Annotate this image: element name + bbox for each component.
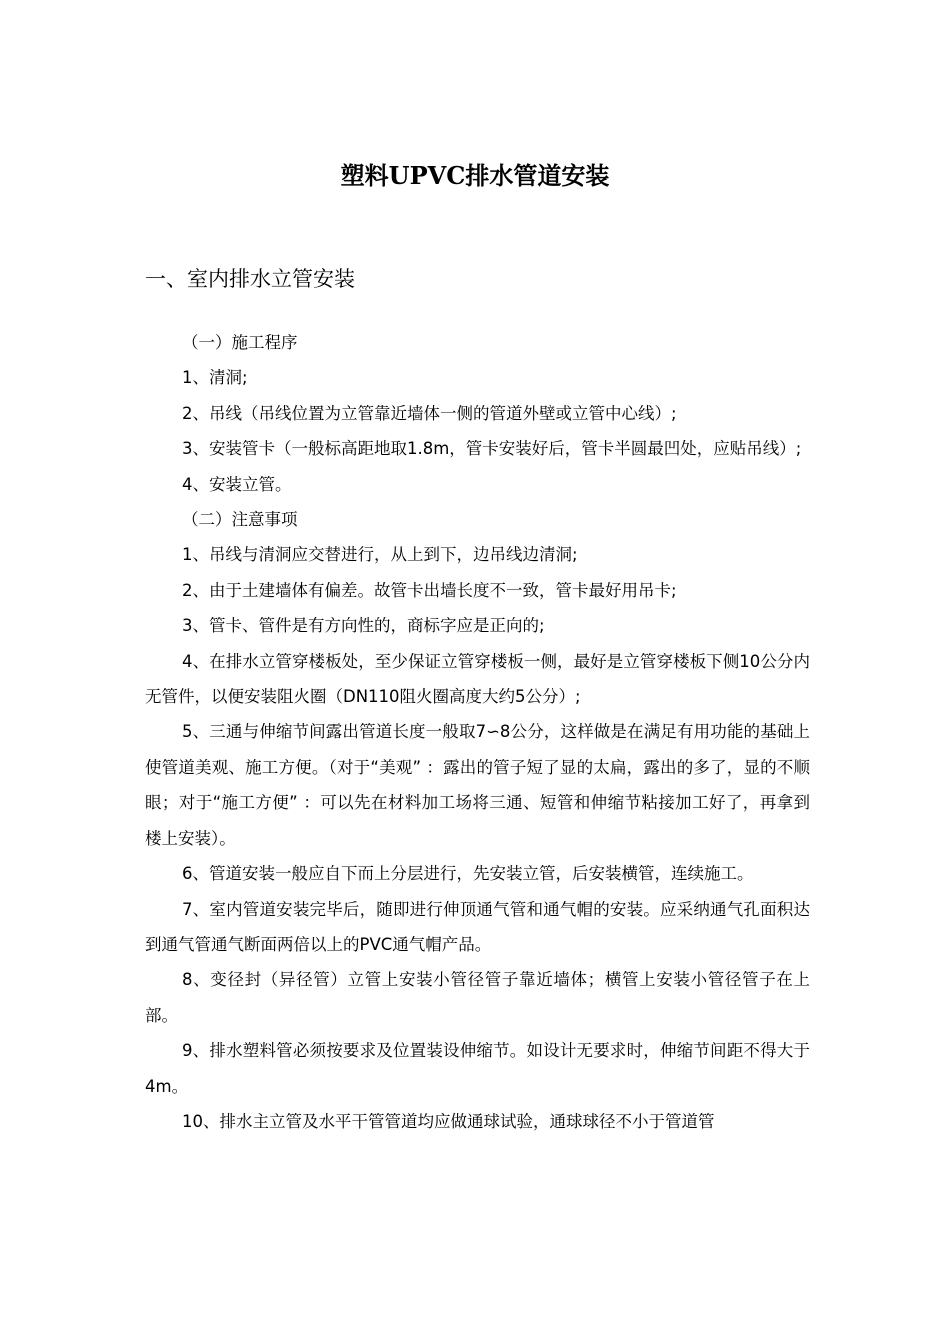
paragraph: （一）施工程序 <box>182 333 298 352</box>
paragraph: 1、吊线与清洞应交替进行，从上到下，边吊线边清洞; <box>182 545 578 565</box>
document-body <box>145 325 810 1139</box>
paragraph: 4、安装立管。 <box>182 474 292 494</box>
paragraph: 7、室内管道安装完毕后，随即进行伸顶通气管和通气帽的安装。应采纳通气孔面积达到通气管通气断面两倍以上的PVC通气帽产品。 <box>145 899 810 954</box>
section-heading: 一、室内排水立管安装 <box>145 267 355 291</box>
document-title: 塑料UPVC排水管道安装 <box>340 161 610 190</box>
paragraph: 6、管道安装一般应自下而上分层进行，先安装立管，后安装横管，连续施工。 <box>182 864 754 884</box>
paragraph: 2、吊线（吊线位置为立管靠近墙体一侧的管道外壁或立管中心线）; <box>182 403 677 423</box>
paragraph: 5、三通与伸缩节间露出管道长度一般取7∽8公分，这样做是在满足有用功能的基础上使管道美观、施工方便。（对于“美观” ：露出的管子短了显的太扁，露出的多了，显的不顺眼；对于“施工方便” ：可以先在材料加工场将三通、短管和伸缩节粘接加工好了，再拿到楼上安装）。 <box>145 722 810 848</box>
paragraph: 9、排水塑料管必须按要求及位置装设伸缩节。如设计无要求时，伸缩节间距不得大于4m。 <box>145 1041 810 1096</box>
paragraph: （二）注意事项 <box>182 510 298 530</box>
paragraph: 1、清洞; <box>182 368 248 388</box>
paragraph: 2、由于土建墙体有偏差。故管卡出墙长度不一致，管卡最好用吊卡; <box>182 580 677 600</box>
paragraph: 3、管卡、管件是有方向性的，商标字应是正向的; <box>182 616 545 636</box>
paragraph: 8、变径封（异径管）立管上安装小管径管子靠近墙体；横管上安装小管径管子在上部。 <box>145 970 810 1025</box>
paragraph: 4、在排水立管穿楼板处，至少保证立管穿楼板一侧，最好是立管穿楼板下侧10公分内无管件，以便安装阻火圈（DN110阻火圈高度大约5公分）; <box>145 651 810 707</box>
paragraph: 10、排水主立管及水平干管管道均应做通球试验，通球球径不小于管道管 <box>182 1111 715 1131</box>
paragraph: 3、安装管卡（一般标高距地取1.8m，管卡安装好后，管卡半圆最凹处，应贴吊线）; <box>182 439 802 459</box>
